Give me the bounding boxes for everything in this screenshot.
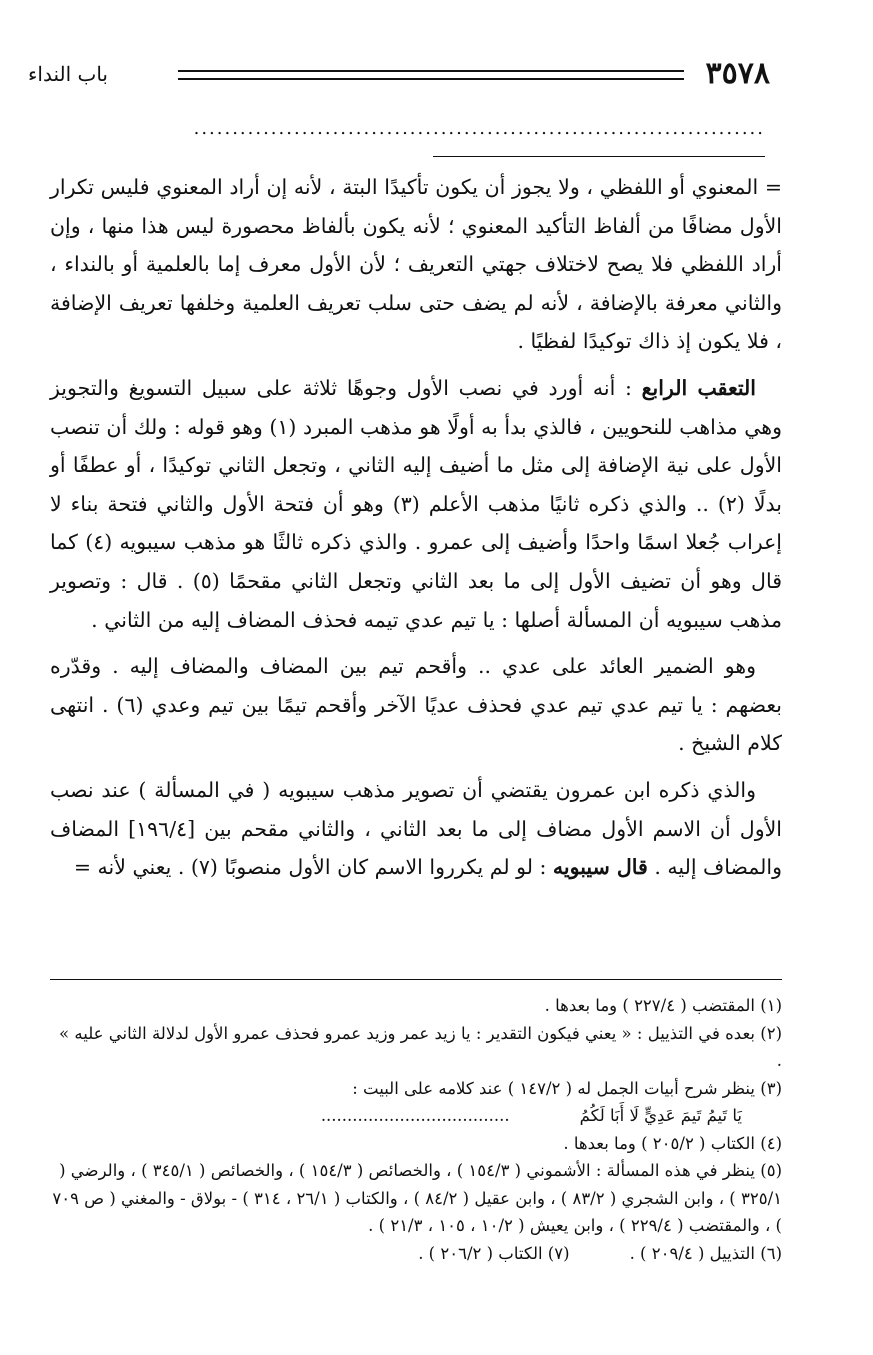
header-double-rule — [178, 70, 684, 80]
paragraph-4 — [50, 771, 782, 887]
paragraph-2-lead: التعقب الرابع — [641, 375, 757, 400]
paragraph-2-text: : أنه أورد في نصب الأول وجوهًا ثلاثة على سبيل التسويغ والتجويز وهي مذاهب للنحويين ، فالذي بدأ به أولًا هو مذهب المبرد (١) وهو قوله : ولك أن تنصب الأول على نية الإضافة إلى مثل ما أضيف إليه الثاني ، وتجعل الثاني توكيدًا ، أو عطفًا أو بدلًا (٢) .. والذي ذكره ثانيًا مذهب الأعلم (٣) وهو أن فتحة الأول والثاني فتحة بناء لا إعراب جُعلا اسمًا واحدًا وأضيف إلى عمرو . والذي ذكره ثالثًا هو مذهب سيبويه (٤) كما قال وهو أن تضيف الأول إلى ما بعد الثاني وتجعل الثاني مقحمًا (٥) . قال : وتصوير مذهب سيبويه أن المسألة أصلها : يا تيم عدي تيمه فحذف المضاف إليه من الثاني . — [50, 375, 782, 632]
footnotes-6-7 — [50, 1240, 782, 1268]
paragraph-2 — [50, 369, 782, 639]
paragraph-3: وهو الضمير العائد على عدي .. وأقحم تيم بين المضاف والمضاف إليه . وقدّره بعضهم : يا تيم عدي تيم عدي فحذف عديًا الآخر وأقحم تيمًا بين تيم وعدي (٦) . انتهى كلام الشيخ . — [50, 654, 782, 756]
footnote-2: (٢) بعده في التذييل : « يعني فيكون التقدير : يا زيد عمر وزيد عمرو فحذف عمرو الأول لدلالة الثاني عليه » . — [59, 1023, 782, 1070]
footnote-4: (٤) الكتاب ( ٢٠٥/٢ ) وما بعدها . — [563, 1133, 782, 1153]
paragraph-4-end: : لو لم يكرروا الاسم كان الأول منصوبًا (٧) . يعني لأنه = — [73, 855, 553, 880]
footnotes — [50, 992, 782, 1267]
footnote-7: (٧) الكتاب ( ٢٠٦/٢ ) . — [418, 1243, 570, 1263]
verse-text: يَا تَيمُ تَيمَ عَدِيٍّ لَا أَبَا لَكُمُ — [579, 1106, 742, 1125]
footnote-1: (١) المقتضب ( ٢٢٧/٤ ) وما بعدها . — [544, 996, 782, 1015]
paragraph-4-lead: قال سيبويه — [552, 855, 648, 880]
page-header — [28, 52, 770, 96]
paragraph-1: = المعنوي أو اللفظي ، ولا يجوز أن يكون تأكيدًا البتة ، لأنه إن أراد المعنوي فليس تكرار الأول مضافًا من ألفاظ التأكيد المعنوي ؛ لأنه يكون بألفاظ محصورة ليس هذا منها ، وإن أراد اللفظي فلا يصح لاختلاف جهتي التعريف ؛ لأن الأول معرف إما بالعلمية أو بالنداء ، والثاني معرفة بالإضافة ، لأنه لم يضف حتى سلب تعريف العلمية وخلفها تعريف الإضافة ، فلا يكون إذ ذاك توكيدًا لفظيًا . — [50, 175, 782, 354]
ellipsis-row: .......................................................................... — [193, 118, 765, 139]
footnote-3-verse — [50, 1102, 782, 1130]
main-text — [50, 168, 782, 887]
page-number: ٣٥٧٨ — [705, 56, 770, 91]
verse-dots: .................................... — [320, 1106, 510, 1125]
paragraph-4-text: والذي ذكره ابن عمرون يقتضي أن تصوير مذهب سيبويه ( في المسألة ) عند نصب الأول أن الاسم الأول مضاف إلى ما بعد الثاني ، والثاني مقحم بين [١٩٦/٤] المضاف والمضاف إليه . — [50, 777, 782, 880]
footnote-rule — [50, 979, 782, 980]
chapter-title: باب النداء — [28, 62, 108, 86]
separator-rule — [433, 156, 765, 157]
footnote-5: (٥) ينظر في هذه المسألة : الأشموني ( ١٥٤/٣ ) ، والخصائص ( ١٥٤/٣ ) ، والخصائص ( ٣٤٥/١ ) ، والرضي ( ٣٢٥/١ ) ، وابن الشجري ( ٨٣/٢ ) ، وابن عقيل ( ٨٤/٢ ) ، والكتاب ( ٢٦/١ ، ٣١٤ ) - بولاق - والمغني ( ص ٧٠٩ ) ، والمقتضب ( ٢٢٩/٤ ) ، وابن يعيش ( ١٠/٢ ، ١٠٥ ، ٢١/٣ ) . — [52, 1161, 782, 1235]
footnote-3: (٣) ينظر شرح أبيات الجمل له ( ١٤٧/٢ ) عند كلامه على البيت : — [352, 1078, 782, 1098]
footnote-6: (٦) التذييل ( ٢٠٩/٤ ) . — [629, 1243, 782, 1263]
